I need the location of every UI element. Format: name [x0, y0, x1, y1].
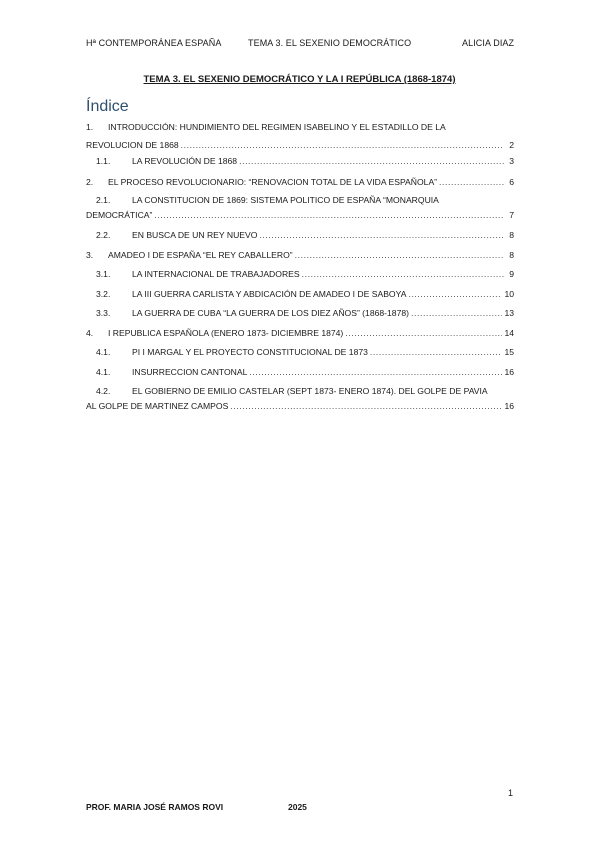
toc-number: 3.: [86, 250, 94, 260]
toc-text: AMADEO I DE ESPAÑA “EL REY CABALLERO”: [108, 250, 293, 260]
toc-leader-dots: [345, 328, 502, 338]
toc-entry-4-2[interactable]: [86, 386, 514, 413]
toc-entry-4[interactable]: [86, 328, 514, 340]
header-subject: Hª CONTEMPORÁNEA ESPAÑA: [86, 38, 222, 48]
toc-number: 1.: [86, 122, 94, 132]
footer-author: PROF. MARIA JOSÉ RAMOS ROVI: [86, 802, 224, 812]
toc-leader-dots: [239, 156, 504, 166]
toc-text-continued: DEMOCRÁTICA”: [86, 210, 153, 220]
toc-entry-4-1b[interactable]: [86, 367, 514, 379]
toc-entry-2-1[interactable]: [86, 195, 514, 222]
toc-leader-dots: [249, 367, 502, 377]
toc-entry-3-3[interactable]: [86, 308, 514, 320]
page-number: 1: [508, 788, 514, 798]
document-title: TEMA 3. EL SEXENIO DEMOCRÁTICO Y LA I REPÚBLICA (1868-1874): [143, 74, 456, 85]
toc-entry-4-1[interactable]: [86, 347, 514, 359]
toc-leader-dots: [295, 250, 504, 260]
toc-entry-3-1[interactable]: [86, 269, 514, 281]
toc-number: 3.3.: [96, 308, 111, 318]
toc-number: 3.1.: [96, 269, 111, 279]
toc-number: 4.2.: [96, 386, 111, 396]
toc-page: 9: [509, 269, 514, 279]
toc-page: 7: [509, 210, 514, 220]
toc-page: 3: [509, 156, 514, 166]
toc-text: PI I MARGAL Y EL PROYECTO CONSTITUCIONAL DE 1873: [132, 347, 368, 357]
toc-text-continued: AL GOLPE DE MARTINEZ CAMPOS: [86, 401, 229, 411]
toc-entry-2[interactable]: [86, 177, 514, 189]
toc-text: LA III GUERRA CARLISTA Y ABDICACIÓN DE AMADEO I DE SABOYA: [132, 289, 407, 299]
toc-entry-1-1[interactable]: [86, 156, 514, 168]
toc-page: 8: [509, 230, 514, 240]
toc-page: 10: [504, 289, 514, 299]
toc-text: EN BUSCA DE UN REY NUEVO: [132, 230, 258, 240]
toc-text-continued: REVOLUCION DE 1868: [86, 140, 179, 150]
toc-number: 1.1.: [96, 156, 111, 166]
header-topic: TEMA 3. EL SEXENIO DEMOCRÁTICO: [248, 38, 412, 48]
toc-leader-dots: [181, 140, 504, 150]
toc-text: INTRODUCCIÓN: HUNDIMIENTO DEL REGIMEN ISABELINO Y EL ESTADILLO DE LA: [108, 122, 446, 132]
toc-page: 14: [504, 328, 514, 338]
toc-number: 2.2.: [96, 230, 111, 240]
toc-text: LA INTERNACIONAL DE TRABAJADORES: [132, 269, 300, 279]
toc-entry-3[interactable]: [86, 250, 514, 262]
index-heading: Índice: [86, 98, 129, 115]
toc-leader-dots: [230, 401, 502, 411]
toc-leader-dots: [259, 230, 504, 240]
toc-text: LA GUERRA DE CUBA “LA GUERRA DE LOS DIEZ AÑOS” (1868-1878): [132, 308, 410, 318]
footer-year: 2025: [288, 802, 307, 812]
toc-leader-dots: [154, 210, 504, 220]
toc-text: EL PROCESO REVOLUCIONARIO: “RENOVACION TOTAL DE LA VIDA ESPAÑOLA”: [108, 177, 438, 187]
toc-leader-dots: [439, 177, 504, 187]
toc-page: 15: [504, 347, 514, 357]
toc-page: 8: [509, 250, 514, 260]
toc-page: 16: [504, 401, 514, 411]
toc-text: LA REVOLUCIÓN DE 1868: [132, 156, 238, 166]
toc-number: 4.1.: [96, 367, 111, 377]
toc-page: 2: [509, 140, 514, 150]
toc-entry-2-2[interactable]: [86, 230, 514, 242]
header-author: ALICIA DIAZ: [462, 38, 515, 48]
toc-page: 6: [509, 177, 514, 187]
toc-leader-dots: [370, 347, 503, 357]
toc-page: 13: [504, 308, 514, 318]
toc-text: INSURRECCION CANTONAL: [132, 367, 248, 377]
toc-text: LA CONSTITUCION DE 1869: SISTEMA POLITICO DE ESPAÑA “MONARQUIA: [132, 195, 439, 205]
toc-entry-3-2[interactable]: [86, 289, 514, 301]
toc-leader-dots: [411, 308, 502, 318]
toc-leader-dots: [408, 289, 502, 299]
toc-number: 4.1.: [96, 347, 111, 357]
toc-leader-dots: [302, 269, 504, 279]
toc-number: 3.2.: [96, 289, 111, 299]
toc-text: I REPUBLICA ESPAÑOLA (ENERO 1873- DICIEMBRE 1874): [108, 328, 344, 338]
toc-page: 16: [504, 367, 514, 377]
toc-number: 2.: [86, 177, 94, 187]
toc-number: 4.: [86, 328, 94, 338]
toc-entry-1[interactable]: [86, 122, 514, 152]
toc-number: 2.1.: [96, 195, 111, 205]
toc-text: EL GOBIERNO DE EMILIO CASTELAR (SEPT 1873- ENERO 1874). DEL GOLPE DE PAVIA: [132, 386, 488, 396]
